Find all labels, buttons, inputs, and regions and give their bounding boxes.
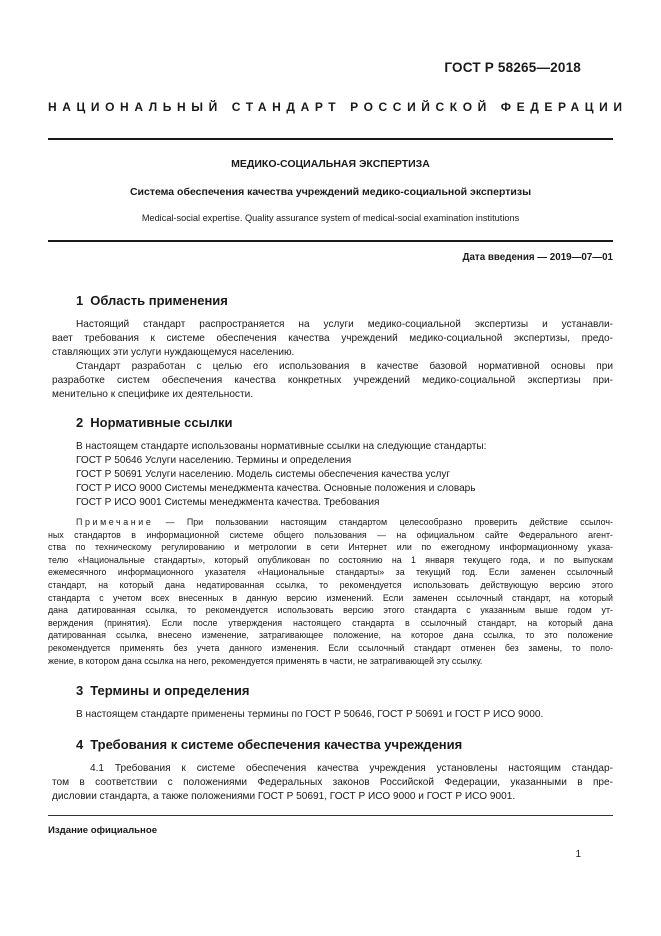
note-line: ных стандартов в информационной системе общего пользования — на официальном сайте Федерального агент- — [48, 529, 613, 540]
section-2-heading — [76, 415, 232, 430]
section-4-paragraph-1 — [52, 762, 613, 804]
note-line: телю «Национальные стандарты», который опубликован по состоянию на 1 января текущего года, и по выпускам — [48, 554, 613, 565]
note-line: верждения (принятия). Если после утверждения настоящего стандарта в ссылочный стандарт, на который дана — [48, 617, 613, 628]
text-line: менительно к специфике их деятельности. — [52, 389, 254, 400]
footer-divider — [48, 815, 613, 816]
section-title: Требования к системе обеспечения качества учреждения — [90, 737, 463, 752]
note-line: ства по техническому регулированию и метрологии в сети Интернет или по ежегодному информационному указа- — [48, 542, 613, 553]
note-line: стандарта с учетом всех внесенных в данную версию изменений. Если заменен ссылочный стандарт, на который — [48, 592, 613, 603]
document-subtitle: Система обеспечения качества учреждений медико-социальной экспертизы — [129, 186, 532, 198]
section-3-text: В настоящем стандарте применены термины по ГОСТ Р 50646, ГОСТ Р 50691 и ГОСТ Р ИСО 9000. — [76, 709, 544, 720]
note-line: рекомендуется применять без учета данного изменения. Если ссылочный стандарт отменен без замены, то поло- — [48, 642, 613, 653]
reference-item: ГОСТ Р ИСО 9000 Системы менеджмента качества. Основные положения и словарь — [76, 483, 476, 494]
note-line: стандарт, на который дана недатированная ссылка, то рекомендуется использовать действующую версию этого — [48, 579, 613, 590]
section-3-heading — [76, 683, 250, 698]
section-number: 2 — [76, 415, 84, 430]
section-1-heading — [76, 293, 228, 308]
section-4-heading — [76, 737, 462, 752]
title-divider — [48, 240, 613, 242]
note-line: датированная ссылка, внесено изменение, затрагивающее положение, на которое дана ссылка, то это положение — [48, 630, 613, 641]
section-2-note — [48, 516, 613, 667]
section-title: Нормативные ссылки — [90, 415, 233, 430]
section-1-paragraph-2 — [52, 360, 613, 402]
note-line: ежемесячного информационного указателя «Национальные стандарты» за текущий год. Если заменен ссылочный — [48, 567, 613, 578]
note-line: дана датированная ссылка, то рекомендуется использовать версию этого стандарта с указанным выше годом ут- — [48, 605, 613, 616]
section-title: Область применения — [90, 293, 228, 308]
text-line: разработке систем обеспечения качества конкретных учреждений медико-социальной экспертизы при- — [52, 375, 613, 386]
text-line: 4.1 Требования к системе обеспечения качества учреждения установлены настоящим стандар- — [90, 763, 613, 774]
text-line: Стандарт разработан с целью его использования в качестве базовой нормативной основы при — [76, 361, 613, 372]
section-number: 3 — [76, 683, 84, 698]
document-title-english: Medical-social expertise. Quality assurance system of medical-social examination institutions — [141, 213, 520, 223]
note-line: жение, в котором дана ссылка на него, рекомендуется применять в части, не затрагивающей эту ссылку. — [48, 655, 483, 666]
header-divider — [48, 138, 613, 140]
note-label: Примечание — [76, 517, 154, 527]
note-first-line — [76, 516, 613, 529]
text-line: том в соответствии с положениями Федеральных законов Российской Федерации, указанными в пре- — [52, 777, 613, 788]
official-edition-label: Издание официальное — [48, 825, 158, 836]
text-line: ставляющих эти услуги нуждающемуся населению. — [52, 347, 295, 358]
page-number: 1 — [575, 849, 581, 860]
section-number: 1 — [76, 293, 84, 308]
reference-item: ГОСТ Р 50691 Услуги населению. Модель системы обеспечения качества услуг — [76, 469, 451, 480]
section-2-intro: В настоящем стандарте использованы нормативные ссылки на следующие стандарты: — [76, 441, 487, 452]
reference-item: ГОСТ Р 50646 Услуги населению. Термины и определения — [76, 455, 352, 466]
gost-number: ГОСТ Р 58265—2018 — [444, 60, 581, 75]
section-number: 4 — [76, 737, 84, 752]
section-1-paragraph-1 — [52, 318, 613, 360]
introduction-date: Дата введения — 2019—07—01 — [462, 252, 613, 263]
text-line: вает требования к системе обеспечения качества учреждений медико-социальной экспертизы, предо- — [52, 333, 613, 344]
document-title: МЕДИКО-СОЦИАЛЬНАЯ ЭКСПЕРТИЗА — [231, 158, 430, 170]
national-standard-heading: НАЦИОНАЛЬНЫЙ СТАНДАРТ РОССИЙСКОЙ ФЕДЕРАЦИИ — [48, 100, 628, 114]
note-text: — При пользовании настоящим стандартом целесообразно проверить действие ссылоч- — [153, 517, 613, 527]
text-line: дисловии стандарта, а также положениями ГОСТ Р 50691, ГОСТ Р ИСО 9000 и ГОСТ Р ИСО 9001. — [52, 791, 516, 802]
text-line: Настоящий стандарт распространяется на услуги медико-социальной экспертизы и устанавли- — [76, 319, 613, 330]
section-title: Термины и определения — [90, 683, 250, 698]
reference-item: ГОСТ Р ИСО 9001 Системы менеджмента качества. Требования — [76, 497, 380, 508]
